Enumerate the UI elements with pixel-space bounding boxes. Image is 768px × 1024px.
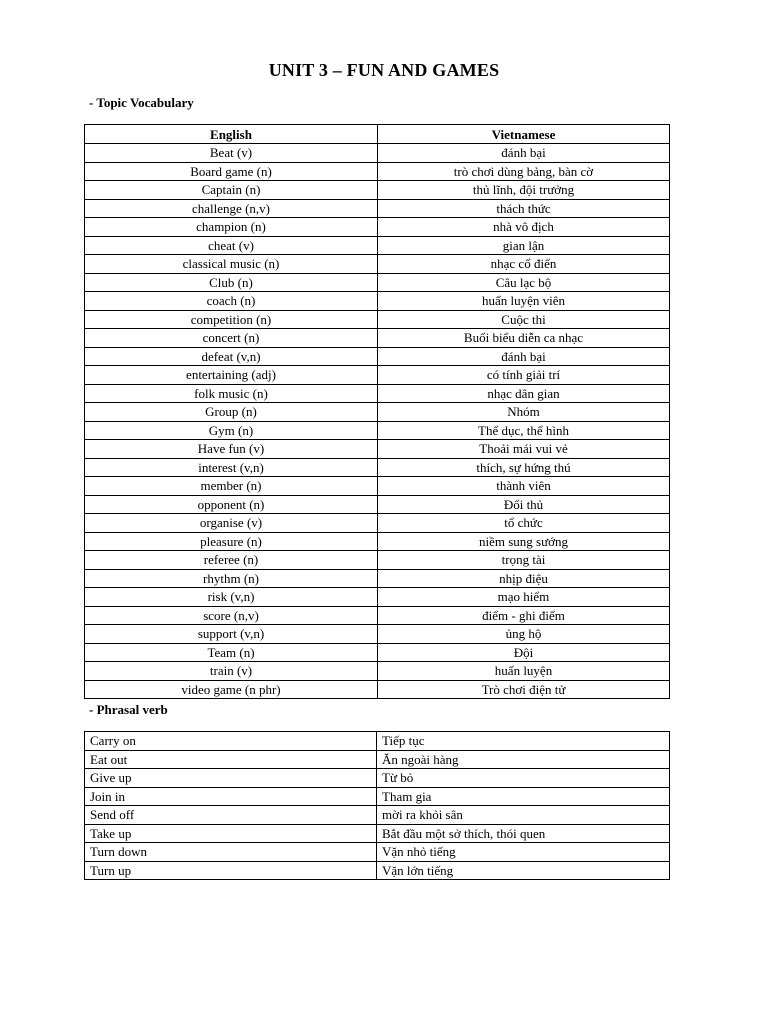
english-term-cell: Beat (v) [85, 144, 378, 163]
english-term-cell: rhythm (n) [85, 569, 378, 588]
vietnamese-meaning-cell: Đối thủ [378, 495, 670, 514]
vietnamese-meaning-cell: Vặn nhỏ tiếng [377, 843, 670, 862]
phrasal-verb-heading: - Phrasal verb [89, 702, 168, 717]
english-term-cell: Board game (n) [85, 162, 378, 181]
english-term-cell: Send off [85, 806, 377, 825]
english-term-cell: champion (n) [85, 218, 378, 237]
vietnamese-meaning-cell: huấn luyện [378, 662, 670, 681]
vietnamese-meaning-cell: ủng hộ [378, 625, 670, 644]
vietnamese-meaning-cell: mạo hiểm [378, 588, 670, 607]
vietnamese-meaning-cell: thách thức [378, 199, 670, 218]
table-row [85, 440, 670, 459]
english-term-cell: score (n,v) [85, 606, 378, 625]
english-term-cell: Team (n) [85, 643, 378, 662]
english-term-cell: coach (n) [85, 292, 378, 311]
vietnamese-meaning-cell: Tham gia [377, 787, 670, 806]
vietnamese-meaning-cell: Từ bỏ [377, 769, 670, 788]
vietnamese-meaning-cell: thành viên [378, 477, 670, 496]
table-row [85, 787, 670, 806]
table-row [85, 750, 670, 769]
english-term-cell: Carry on [85, 732, 377, 751]
vietnamese-meaning-cell: Thoải mái vui vẻ [378, 440, 670, 459]
vietnamese-meaning-cell: Trò chơi điện tử [378, 680, 670, 699]
vietnamese-meaning-cell: niềm sung sướng [378, 532, 670, 551]
vietnamese-meaning-cell: huấn luyện viên [378, 292, 670, 311]
table-row [85, 162, 670, 181]
english-term-cell: Group (n) [85, 403, 378, 422]
phrasal-verb-table-body [85, 732, 670, 880]
english-term-cell: Eat out [85, 750, 377, 769]
table-row [85, 732, 670, 751]
vietnamese-meaning-cell: trọng tài [378, 551, 670, 570]
english-term-cell: Have fun (v) [85, 440, 378, 459]
vietnamese-meaning-cell: nhạc cổ điển [378, 255, 670, 274]
table-row [85, 347, 670, 366]
table-row [85, 384, 670, 403]
english-term-cell: challenge (n,v) [85, 199, 378, 218]
table-row [85, 218, 670, 237]
table-row [85, 292, 670, 311]
table-row [85, 181, 670, 200]
table-row [85, 310, 670, 329]
table-row [85, 680, 670, 699]
vietnamese-meaning-cell: tổ chức [378, 514, 670, 533]
vietnamese-meaning-cell: Ăn ngoài hàng [377, 750, 670, 769]
table-row [85, 551, 670, 570]
vietnamese-meaning-cell: Buổi biểu diễn ca nhạc [378, 329, 670, 348]
table-row [85, 606, 670, 625]
english-term-cell: concert (n) [85, 329, 378, 348]
vietnamese-meaning-cell: Tiếp tục [377, 732, 670, 751]
english-term-cell: referee (n) [85, 551, 378, 570]
table-row [85, 458, 670, 477]
table-row [85, 366, 670, 385]
english-term-cell: Captain (n) [85, 181, 378, 200]
vietnamese-meaning-cell: Vặn lớn tiếng [377, 861, 670, 880]
vietnamese-meaning-cell: Nhóm [378, 403, 670, 422]
english-term-cell: video game (n phr) [85, 680, 378, 699]
table-row [85, 769, 670, 788]
vietnamese-meaning-cell: nhạc dân gian [378, 384, 670, 403]
table-row [85, 329, 670, 348]
english-term-cell: folk music (n) [85, 384, 378, 403]
vietnamese-meaning-cell: nhịp điệu [378, 569, 670, 588]
table-row [85, 861, 670, 880]
topic-vocabulary-heading: - Topic Vocabulary [89, 95, 194, 110]
vietnamese-meaning-cell: thủ lĩnh, đội trưởng [378, 181, 670, 200]
table-row [85, 662, 670, 681]
phrasal-verb-table [84, 731, 670, 880]
table-row [85, 514, 670, 533]
english-term-cell: competition (n) [85, 310, 378, 329]
english-term-cell: risk (v,n) [85, 588, 378, 607]
table-row [85, 643, 670, 662]
vietnamese-meaning-cell: gian lận [378, 236, 670, 255]
vietnamese-meaning-cell: Bắt đầu một sở thích, thói quen [377, 824, 670, 843]
english-term-cell: pleasure (n) [85, 532, 378, 551]
english-term-cell: Gym (n) [85, 421, 378, 440]
column-header-english: English [85, 125, 378, 144]
table-header-row [85, 125, 670, 144]
vocabulary-table-body [85, 144, 670, 699]
english-term-cell: Club (n) [85, 273, 378, 292]
table-row [85, 824, 670, 843]
page-title: UNIT 3 – FUN AND GAMES [268, 60, 500, 80]
vietnamese-meaning-cell: đánh bại [378, 347, 670, 366]
vocabulary-table [84, 124, 670, 699]
table-row [85, 236, 670, 255]
table-row [85, 273, 670, 292]
english-term-cell: member (n) [85, 477, 378, 496]
english-term-cell: Join in [85, 787, 377, 806]
table-row [85, 477, 670, 496]
table-row [85, 625, 670, 644]
english-term-cell: entertaining (adj) [85, 366, 378, 385]
english-term-cell: interest (v,n) [85, 458, 378, 477]
column-header-vietnamese: Vietnamese [378, 125, 670, 144]
english-term-cell: Turn up [85, 861, 377, 880]
vietnamese-meaning-cell: đánh bại [378, 144, 670, 163]
table-row [85, 806, 670, 825]
table-row [85, 255, 670, 274]
vietnamese-meaning-cell: nhà vô địch [378, 218, 670, 237]
table-row [85, 569, 670, 588]
table-row [85, 421, 670, 440]
vietnamese-meaning-cell: Đội [378, 643, 670, 662]
vietnamese-meaning-cell: trò chơi dùng bảng, bàn cờ [378, 162, 670, 181]
english-term-cell: Take up [85, 824, 377, 843]
english-term-cell: train (v) [85, 662, 378, 681]
english-term-cell: support (v,n) [85, 625, 378, 644]
vietnamese-meaning-cell: có tính giải trí [378, 366, 670, 385]
table-row [85, 588, 670, 607]
english-term-cell: classical music (n) [85, 255, 378, 274]
english-term-cell: organise (v) [85, 514, 378, 533]
vietnamese-meaning-cell: Thể dục, thể hình [378, 421, 670, 440]
vietnamese-meaning-cell: Câu lạc bộ [378, 273, 670, 292]
english-term-cell: cheat (v) [85, 236, 378, 255]
table-row [85, 403, 670, 422]
vietnamese-meaning-cell: điểm - ghi điểm [378, 606, 670, 625]
english-term-cell: defeat (v,n) [85, 347, 378, 366]
vietnamese-meaning-cell: thích, sự hứng thú [378, 458, 670, 477]
english-term-cell: Give up [85, 769, 377, 788]
table-row [85, 532, 670, 551]
table-row [85, 144, 670, 163]
table-row [85, 495, 670, 514]
vietnamese-meaning-cell: mời ra khỏi sân [377, 806, 670, 825]
english-term-cell: opponent (n) [85, 495, 378, 514]
table-row [85, 199, 670, 218]
vietnamese-meaning-cell: Cuộc thi [378, 310, 670, 329]
english-term-cell: Turn down [85, 843, 377, 862]
table-row [85, 843, 670, 862]
